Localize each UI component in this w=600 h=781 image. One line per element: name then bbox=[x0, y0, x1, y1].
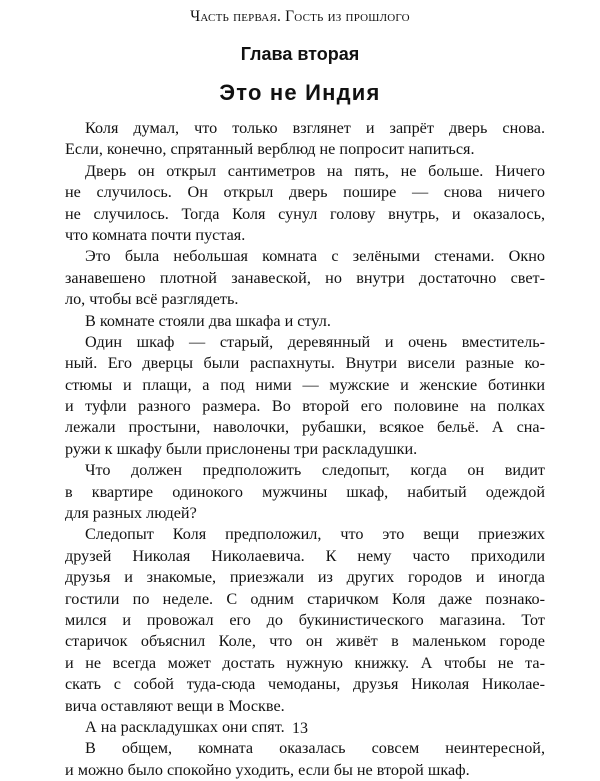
text-line: Это была небольшая комната с зелёными стенами. Окно bbox=[85, 247, 545, 266]
paragraph bbox=[65, 460, 545, 524]
text-line: и не всегда может достать нужную книжку. А чтобы не та- bbox=[65, 653, 545, 672]
text-line: лежали простыни, наволочки, рубашки, всякое бельё. А сна- bbox=[65, 418, 545, 437]
paragraph bbox=[65, 246, 545, 310]
text-line: А на раскладушках они спят. bbox=[85, 717, 285, 736]
text-line: вича оставляют вещи в Москве. bbox=[65, 696, 285, 715]
text-line: мился и провожал его до букинистического магазина. Тот bbox=[65, 610, 545, 629]
body-text bbox=[65, 118, 545, 781]
text-line: скать с собой туда-сюда чемоданы, друзья Николая Николае- bbox=[65, 675, 545, 694]
text-line: Дверь он открыл сантиметров на пять, не больше. Ничего bbox=[85, 161, 545, 180]
text-line: что комната почти пустая. bbox=[65, 225, 246, 244]
text-line: занавешено плотной занавеской, но внутри достаточно свет- bbox=[65, 268, 545, 287]
text-line: ло, чтобы всё разглядеть. bbox=[65, 290, 239, 309]
text-line: гостили по неделе. С одним старичком Коля даже познако- bbox=[65, 589, 545, 608]
text-line: стюмы и плащи, а под ними — мужские и женские ботинки bbox=[65, 375, 545, 394]
text-line: не случилось. Он открыл дверь пошире — снова ничего bbox=[65, 183, 545, 202]
paragraph bbox=[65, 524, 545, 717]
chapter-title: Это не Индия bbox=[219, 80, 381, 105]
text-line: ный. Его дверцы были распахнуты. Внутри висели разные ко- bbox=[65, 354, 545, 373]
text-line: Следопыт Коля предположил, что это вещи приезжих bbox=[85, 525, 545, 544]
paragraph bbox=[65, 738, 545, 781]
text-line: В комнате стояли два шкафа и стул. bbox=[85, 311, 331, 330]
text-line: Что должен предположить следопыт, когда он видит bbox=[85, 461, 545, 480]
text-line: и туфли разного размера. Во второй его половине на полках bbox=[65, 397, 545, 416]
text-line: и можно было спокойно уходить, если бы не второй шкаф. bbox=[65, 760, 470, 779]
paragraph bbox=[65, 332, 545, 460]
chapter-label: Глава вторая bbox=[240, 44, 360, 64]
paragraph bbox=[65, 118, 545, 161]
page-number: 13 bbox=[292, 720, 308, 737]
text-line: Если, конечно, спрятанный верблюд не попросит напиться. bbox=[65, 140, 475, 159]
running-head: Часть первая. Гость из прошлого bbox=[190, 8, 410, 25]
paragraph bbox=[65, 311, 545, 332]
text-line: старичок объяснил Коле, что он живёт в маленьком городе bbox=[65, 632, 545, 651]
text-line: ружи к шкафу были прислонены три раскладушки. bbox=[65, 439, 418, 458]
text-line: в квартире одинокого мужчины шкаф, набитый одеждой bbox=[65, 482, 545, 501]
text-line: для разных людей? bbox=[65, 504, 197, 523]
text-line: В общем, комната оказалась совсем неинтересной, bbox=[85, 739, 545, 758]
text-line: не случилось. Тогда Коля сунул голову внутрь, и оказалось, bbox=[65, 204, 545, 223]
paragraph bbox=[65, 161, 545, 247]
text-line: друзья и знакомые, приезжали из других городов и иногда bbox=[65, 568, 545, 587]
text-line: Коля думал, что только взглянет и запрёт дверь снова. bbox=[85, 119, 545, 137]
text-line: Один шкаф — старый, деревянный и очень вместитель- bbox=[85, 332, 545, 351]
text-line: друзей Николая Николаевича. К нему часто приходили bbox=[65, 546, 545, 565]
